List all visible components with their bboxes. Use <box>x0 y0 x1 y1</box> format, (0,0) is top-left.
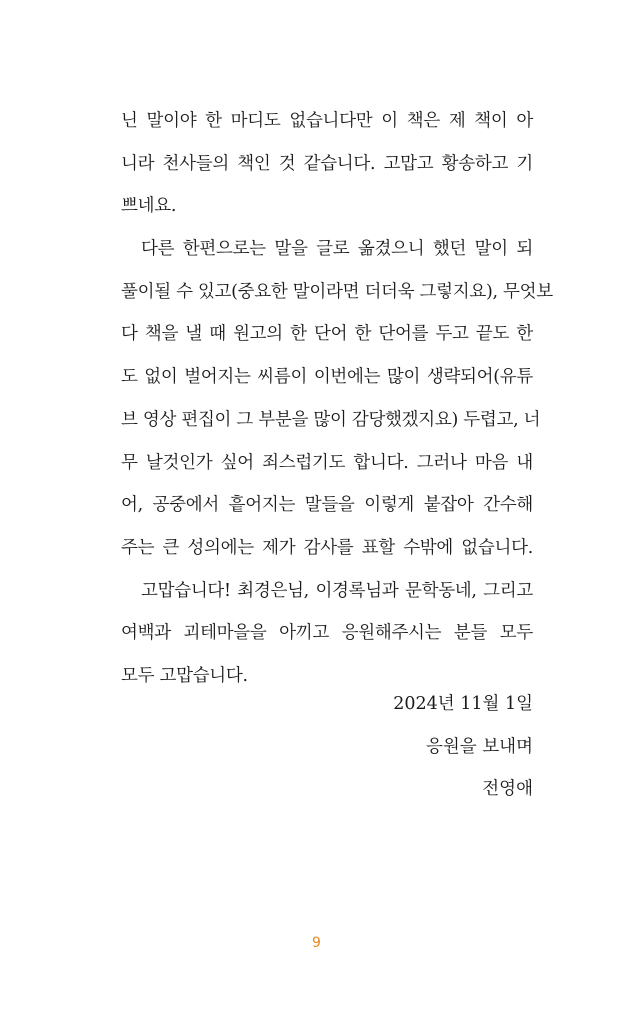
text-line: 풀이될 수 있고(중요한 말이라면 더더욱 그렇지요), 무엇보 <box>121 281 553 302</box>
text-line: 닌 말이야 한 마디도 없습니다만 이 책은 제 책이 아 <box>121 111 533 131</box>
page-number: 9 <box>312 935 321 951</box>
text-line: 주는 큰 성의에는 제가 감사를 표할 수밖에 없습니다. <box>121 537 533 558</box>
text-line: 여백과 괴테마을을 아끼고 응원해주시는 분들 모두 <box>121 623 533 644</box>
body-text <box>121 100 553 698</box>
text-line: 다른 한편으로는 말을 글로 옮겼으니 했던 말이 되 <box>141 239 533 260</box>
text-line: 도 없이 벌어지는 씨름이 이번에는 많이 생략되어(유튜 <box>121 367 533 388</box>
signature-closing: 응원을 보내며 <box>426 736 533 757</box>
text-line: 모두 고맙습니다. <box>121 665 248 686</box>
text-line: 고맙습니다! 최경은님, 이경록님과 문학동네, 그리고 <box>141 580 533 601</box>
text-line: 니라 천사들의 책인 것 같습니다. 고맙고 황송하고 기 <box>121 153 533 174</box>
text-line: 무 날것인가 싶어 죄스럽기도 합니다. 그러나 마음 내 <box>121 452 533 473</box>
signature-date: 2024년 11월 1일 <box>393 694 533 714</box>
signature-author: 전영애 <box>482 779 533 800</box>
text-line: 어, 공중에서 흩어지는 말들을 이렇게 붙잡아 간수해 <box>121 495 533 516</box>
signature-block <box>393 683 533 811</box>
text-line: 쁘네요. <box>121 196 177 217</box>
text-line: 브 영상 편집이 그 부분을 많이 감당했겠지요) 두렵고, 너 <box>121 409 541 430</box>
text-line: 다 책을 낼 때 원고의 한 단어 한 단어를 두고 끝도 한 <box>121 324 533 345</box>
